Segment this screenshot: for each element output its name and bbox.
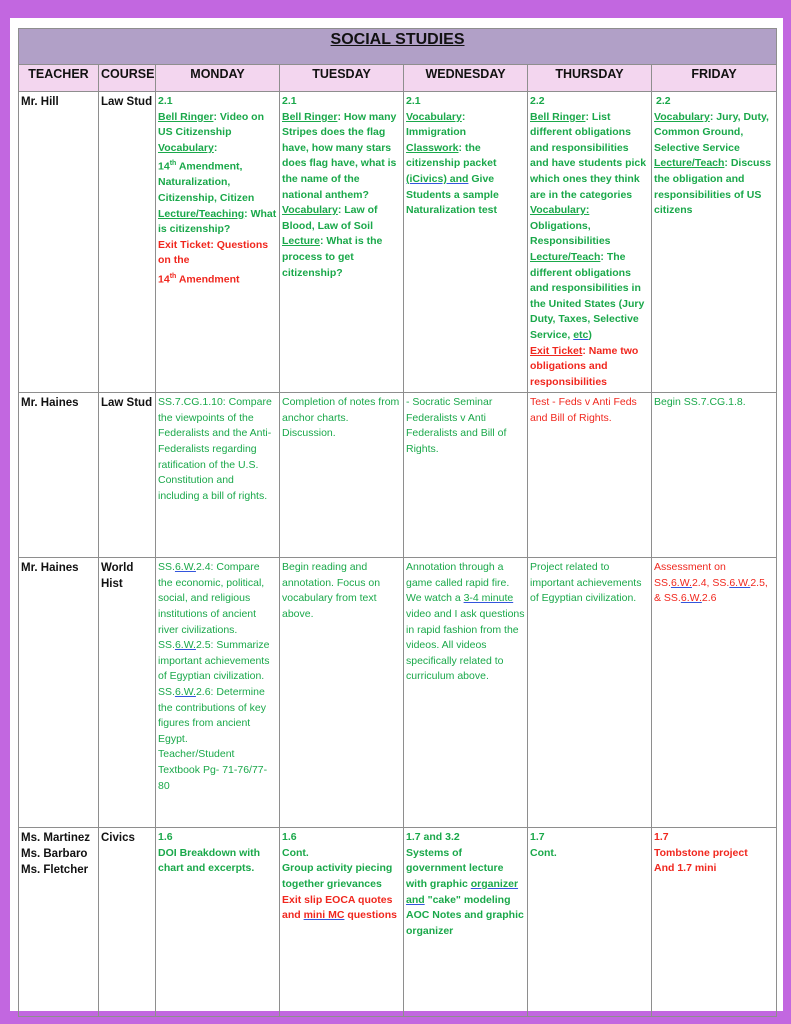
course-cell: Law Stud <box>99 92 156 393</box>
lecture-text: Lecture: What is the process to get citizenship? <box>282 235 383 279</box>
page-title: SOCIAL STUDIES <box>330 31 465 48</box>
friday-cell <box>652 92 777 393</box>
standard-2-5: SS.6.W.2.5: Summarize important achievements of Egyptian civilization. <box>158 639 270 683</box>
course-cell: World Hist <box>99 558 156 828</box>
exit-ticket: Exit Ticket: Questions on the <box>158 238 269 267</box>
lesson-code: 1.6 <box>282 831 297 844</box>
wednesday-cell <box>404 92 528 393</box>
wednesday-cell: Annotation through a game called rapid fire. We watch a 3-4 minute video and I ask questions in rapid fashion from the videos. All videos specifically related to curriculum above. <box>404 558 528 828</box>
project-text: Tombstone project <box>654 846 748 859</box>
course-cell: Civics <box>99 828 156 1017</box>
standard-2-4: SS.6.W.2.4: Compare the economic, political, social, and religious institutions of ancient river civilizations. <box>158 561 265 636</box>
tuesday-cell: Completion of notes from anchor charts. Discussion. <box>280 393 404 558</box>
header-thursday: THURSDAY <box>528 65 652 92</box>
lesson-code: 2.1 <box>406 95 421 107</box>
friday-cell <box>652 828 777 1017</box>
tuesday-cell <box>280 92 404 393</box>
monday-cell: SS.7.CG.1.10: Compare the viewpoints of the Federalists and the Anti-Federalists regarding ratification of the U.S. Constitution and including a bill of rights. <box>156 393 280 558</box>
exit-slip: Exit slip EOCA quotes and mini MC questions <box>282 893 397 922</box>
monday-cell <box>156 558 280 828</box>
lesson-code: 1.7 and 3.2 <box>406 831 460 844</box>
wednesday-cell <box>404 828 528 1017</box>
vocabulary-terms: 14th Amendment, Naturalization, Citizenship, Citizen <box>158 160 255 205</box>
cont-text: Cont. <box>282 846 309 859</box>
monday-cell <box>156 828 280 1017</box>
activity-text: (iCivics) and Give Students a sample Naturalization test <box>406 172 499 217</box>
cont-text: Cont. <box>530 846 557 859</box>
bell-ringer: Bell Ringer: List different obligations and responsibilities and have students pick which ones they think are in the categories <box>530 110 647 201</box>
lesson-code: 1.6 <box>158 831 173 844</box>
table-row <box>19 558 777 828</box>
lesson-code: 1.7 <box>654 831 669 844</box>
thursday-cell: Project related to important achievements of Egyptian civilization. <box>528 558 652 828</box>
vocabulary-text: Vocabulary: Law of Blood, Law of Soil <box>282 204 378 232</box>
monday-cell <box>156 92 280 393</box>
bell-ringer: Bell Ringer: How many Stripes does the flag have, how many stars does flag have, what is the name of the national anthem? <box>282 110 397 201</box>
tuesday-cell: Begin reading and annotation. Focus on vocabulary from text above. <box>280 558 404 828</box>
teacher-cell: Mr. Hill <box>19 92 99 393</box>
friday-cell: Begin SS.7.CG.1.8. <box>652 393 777 558</box>
lecture-text: Lecture/Teach: Discuss the obligation and responsibilities of US citizens <box>654 157 772 217</box>
classwork-text: Classwork: the citizenship packet <box>406 141 497 170</box>
course-cell: Law Stud <box>99 393 156 558</box>
lecture-text: Lecture/Teach: The different obligations and responsibilities in the United States (Jury Duty, Taxes, Selective Service, etc) <box>530 250 645 341</box>
vocabulary-text: Vocabulary: Immigration <box>406 110 467 139</box>
wednesday-cell: - Socratic Seminar Federalists v Anti Federalists and Bill of Rights. <box>404 393 528 558</box>
lesson-code: 2.2 <box>656 95 671 107</box>
header-row <box>19 65 777 92</box>
header-course: COURSE <box>99 65 156 92</box>
friday-cell: Assessment on SS.6.W.2.4, SS.6.W.2.5, & SS.6.W.2.6 <box>652 558 777 828</box>
lesson-code: 2.1 <box>282 95 297 107</box>
title-cell <box>19 29 777 65</box>
lesson-code: 2.1 <box>158 95 173 107</box>
header-monday: MONDAY <box>156 65 280 92</box>
lesson-code: 2.2 <box>530 95 545 107</box>
thursday-cell: Test - Feds v Anti Feds and Bill of Rights. <box>528 393 652 558</box>
lecture-text: Systems of government lecture with graphic organizer and "cake" modeling <box>406 846 519 906</box>
header-friday: FRIDAY <box>652 65 777 92</box>
table-row <box>19 828 777 1017</box>
thursday-cell <box>528 92 652 393</box>
lecture-text: Lecture/Teaching: What is citizenship? <box>158 207 277 236</box>
mini-text: And 1.7 mini <box>654 862 717 875</box>
header-tuesday: TUESDAY <box>280 65 404 92</box>
header-wednesday: WEDNESDAY <box>404 65 528 92</box>
standard-2-6: SS.6.W.2.6: Determine the contributions of key figures from ancient Egypt. <box>158 686 266 745</box>
teacher-cell: Mr. Haines <box>19 393 99 558</box>
notes-text: AOC Notes and graphic organizer <box>406 909 524 937</box>
lesson-code: 1.7 <box>530 831 545 844</box>
vocabulary-text: Vocabulary: Jury, Duty, Common Ground, Selective Service <box>654 110 769 154</box>
exit-ticket: Exit Ticket: Name two obligations and responsibilities <box>530 344 639 388</box>
textbook-pages: Teacher/Student Textbook Pg- 71-76/77-80 <box>158 748 268 792</box>
table-row <box>19 92 777 393</box>
lesson-plan-table <box>18 28 777 1017</box>
activity-text: DOI Breakdown with chart and excerpts. <box>158 846 261 875</box>
document-page <box>10 18 783 1011</box>
header-teacher: TEACHER <box>19 65 99 92</box>
tuesday-cell <box>280 828 404 1017</box>
vocabulary-text: Vocabulary: Obligations, Responsibilities <box>530 204 611 248</box>
activity-text: Group activity piecing together grievances <box>282 862 393 891</box>
exit-ticket-cont: 14th Amendment <box>158 273 240 286</box>
vocabulary-label: Vocabulary: <box>158 141 218 154</box>
table-row <box>19 393 777 558</box>
bell-ringer: Bell Ringer: Video on US Citizenship <box>158 110 264 139</box>
teacher-cell: Ms. Martinez Ms. Barbaro Ms. Fletcher <box>19 828 99 1017</box>
teacher-cell: Mr. Haines <box>19 558 99 828</box>
thursday-cell <box>528 828 652 1017</box>
